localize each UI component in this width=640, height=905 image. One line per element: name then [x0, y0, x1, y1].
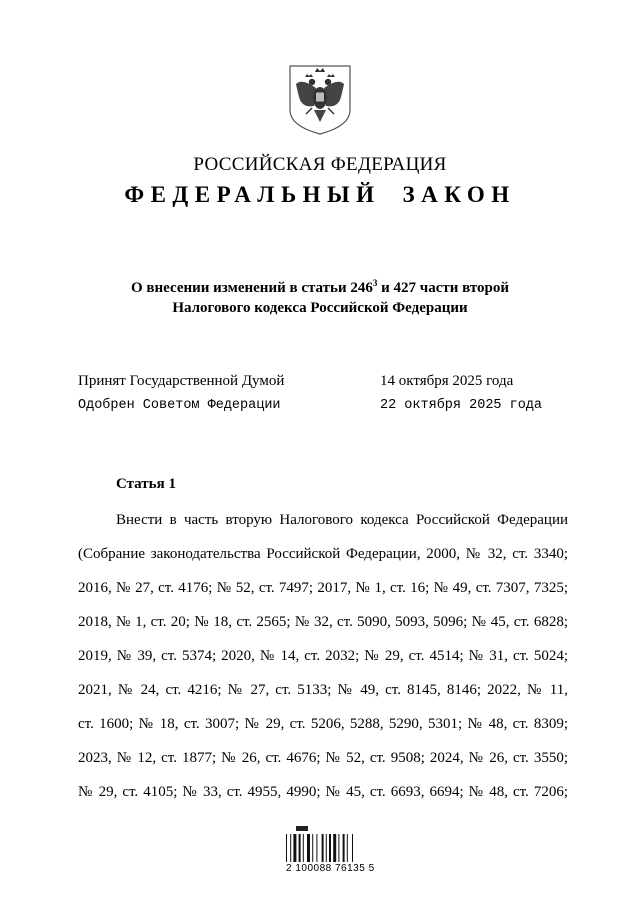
- body-line: 2018, № 1, ст. 20; № 18, ст. 2565; № 32, ст. 5090, 5093, 5096; № 45, ст. 6828;: [78, 614, 568, 630]
- adoption-label: Принят Государственной Думой: [78, 373, 285, 389]
- document-type-word-2: ЗАКОН: [402, 182, 516, 207]
- article-body: [78, 508, 568, 814]
- document-type: [0, 182, 640, 208]
- body-line: № 29, ст. 4105; № 33, ст. 4955, 4990; № 45, ст. 6693, 6694; № 48, ст. 7206;: [78, 784, 568, 800]
- body-line: 2019, № 39, ст. 5374; 2020, № 14, ст. 2032; № 29, ст. 4514; № 31, ст. 5024;: [78, 648, 568, 664]
- document-type-word-1: ФЕДЕРАЛЬНЫЙ: [124, 182, 381, 207]
- body-line: Внести в часть вторую Налогового кодекса Российской Федерации: [116, 512, 568, 528]
- body-line: 2021, № 24, ст. 4216; № 27, ст. 5133; № 49, ст. 8145, 8146; 2022, № 11,: [78, 682, 568, 698]
- adoption-date: 22 октября 2025 года: [380, 398, 543, 413]
- country-name: РОССИЙСКАЯ ФЕДЕРАЦИЯ: [193, 154, 447, 175]
- barcode-number: 2 100088 76135 5: [286, 863, 375, 874]
- law-title-line-1-end: и 427 части второй: [377, 280, 509, 296]
- body-line: 2016, № 27, ст. 4176; № 52, ст. 7497; 2017, № 1, ст. 16; № 49, ст. 7307, 7325;: [78, 580, 568, 596]
- coat-of-arms-icon: [288, 64, 352, 136]
- law-title-line-1-start: О внесении изменений в статьи 246: [130, 280, 373, 296]
- article-superscript: 3: [372, 278, 378, 288]
- article-heading: Статья 1: [116, 476, 176, 492]
- law-title: [0, 278, 640, 318]
- law-title-line-2: Налогового кодекса Российской Федерации: [172, 300, 468, 316]
- adoption-date: 14 октября 2025 года: [380, 373, 514, 389]
- body-line: ст. 1600; № 18, ст. 3007; № 29, ст. 5206, 5288, 5290, 5301; № 48, ст. 8309;: [78, 716, 568, 732]
- body-line: 2023, № 12, ст. 1877; № 26, ст. 4676; № 52, ст. 9508; 2024, № 26, ст. 3550;: [78, 750, 568, 766]
- body-line: (Собрание законодательства Российской Федерации, 2000, № 32, ст. 3340;: [78, 546, 568, 562]
- law-title-line-1: [0, 278, 640, 298]
- adoption-label: Одобрен Советом Федерации: [78, 398, 281, 413]
